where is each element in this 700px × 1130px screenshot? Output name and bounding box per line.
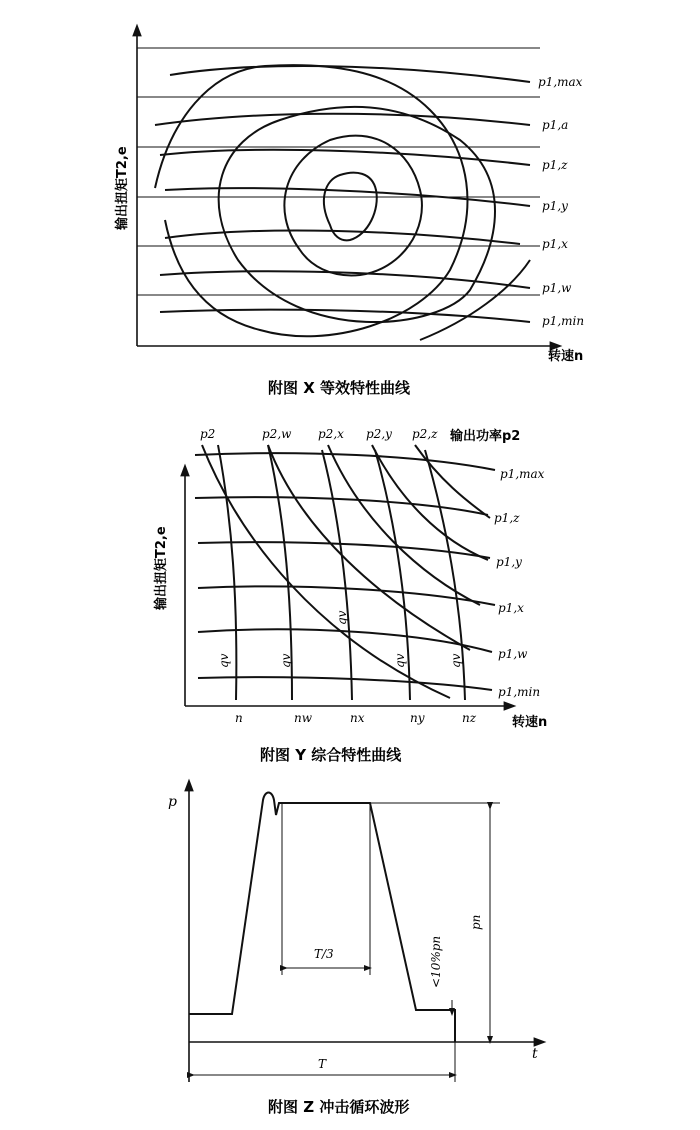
fig-z-ten-pct-label: <10%pn bbox=[429, 935, 443, 988]
fig-y-bottom-label-nx: nx bbox=[350, 711, 365, 725]
fig-z-period-label: T bbox=[318, 1057, 327, 1071]
fig-y-x-axis-label: 转速n bbox=[512, 715, 548, 730]
fig-x-label-p1max: p1,max bbox=[538, 75, 583, 89]
fig-y-top-label-p2x: p2,x bbox=[318, 427, 344, 441]
fig-y-bottom-label-ny: ny bbox=[410, 711, 425, 725]
fig-y-bottom-label-nz: nz bbox=[462, 711, 477, 725]
fig-y-bottom-label-nw: nw bbox=[294, 711, 312, 725]
fig-y-label-p1y: p1,y bbox=[496, 555, 522, 569]
fig-x-label-p1a: p1,a bbox=[542, 118, 569, 132]
figure-y bbox=[153, 427, 547, 764]
fig-y-caption: 附图 Y 综合特性曲线 bbox=[260, 746, 402, 764]
fig-x-y-axis-label: 输出扭矩T2,e bbox=[115, 146, 130, 230]
fig-y-label-p1x: p1,x bbox=[498, 601, 524, 615]
fig-z-pn-label: pn bbox=[469, 914, 483, 930]
fig-x-label-p1y: p1,y bbox=[542, 199, 568, 213]
fig-x-label-p1w: p1,w bbox=[542, 281, 572, 295]
fig-x-label-p1min: p1,min bbox=[542, 314, 585, 328]
fig-y-power-label: 输出功率p2 bbox=[450, 429, 521, 444]
figure-x bbox=[114, 30, 584, 397]
fig-x-x-axis-label: 转速n bbox=[548, 349, 584, 364]
fig-y-power-curves bbox=[202, 445, 490, 698]
fig-y-qv-label-2: qv bbox=[279, 653, 293, 668]
fig-y-y-axis-label: 输出扭矩T2,e bbox=[154, 526, 169, 610]
fig-y-label-p1max: p1,max bbox=[500, 467, 545, 481]
fig-y-label-p1z: p1,z bbox=[494, 511, 520, 525]
fig-y-top-label-p2z: p2,z bbox=[412, 427, 438, 441]
fig-x-label-p1z: p1,z bbox=[542, 158, 568, 172]
fig-y-qv-label-3: qv bbox=[335, 610, 349, 625]
fig-y-qv-label-4: qv bbox=[393, 653, 407, 668]
fig-y-label-p1w: p1,w bbox=[498, 647, 528, 661]
fig-z-x-axis-label: t bbox=[532, 1046, 538, 1062]
fig-z-caption: 附图 Z 冲击循环波形 bbox=[268, 1098, 410, 1116]
fig-x-efficiency-contours bbox=[155, 65, 530, 340]
fig-x-grid bbox=[137, 48, 540, 295]
fig-y-top-label-p2y: p2,y bbox=[366, 427, 392, 441]
fig-z-y-axis-label: p bbox=[168, 794, 177, 810]
fig-x-caption: 附图 X 等效特性曲线 bbox=[268, 379, 411, 397]
fig-z-waveform bbox=[189, 793, 455, 1043]
figure-z bbox=[168, 785, 540, 1116]
fig-x-label-p1x: p1,x bbox=[542, 237, 568, 251]
fig-z-third-label: T/3 bbox=[314, 947, 334, 961]
fig-y-top-label-p2: p2 bbox=[200, 427, 216, 441]
fig-y-top-label-p2w: p2,w bbox=[262, 427, 292, 441]
fig-y-qv-label-1: qv bbox=[217, 653, 231, 668]
fig-y-bottom-label-n: n bbox=[235, 711, 243, 725]
fig-y-qv-label-5: qv bbox=[449, 653, 463, 668]
fig-y-label-p1min: p1,min bbox=[498, 685, 541, 699]
